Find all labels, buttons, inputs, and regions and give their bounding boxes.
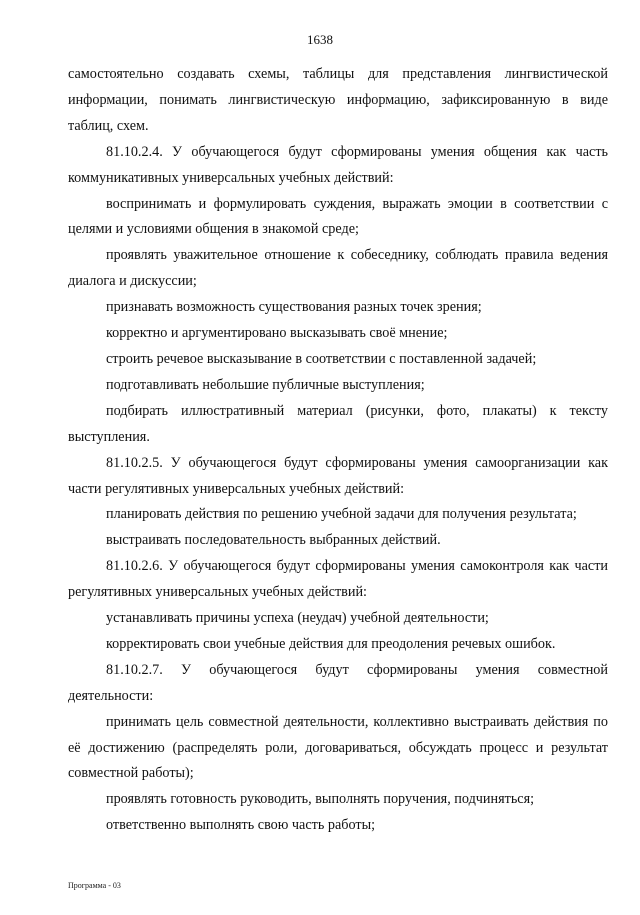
list-item: подготавливать небольшие публичные выступления; <box>106 376 425 393</box>
list-item: проявлять уважительное отношение к собеседнику, соблюдать правила ведения диалога и дискуссии; <box>68 247 608 290</box>
list-item: воспринимать и формулировать суждения, выражать эмоции в соответствии с целями и условиями общения в знакомой среде; <box>68 195 608 238</box>
document-body <box>68 62 608 839</box>
list-item: устанавливать причины успеха (неудач) учебной деятельности; <box>106 610 489 627</box>
list-item: планировать действия по решению учебной задачи для получения результата; <box>106 506 577 523</box>
section-81-10-2-6: 81.10.2.6. У обучающегося будут сформированы умения самоконтроля как части регулятивных универсальных учебных действий: <box>68 558 608 601</box>
list-item: принимать цель совместной деятельности, коллективно выстраивать действия по её достижению (распределять роли, договариваться, обсуждать процесс и результат совместной работы); <box>68 713 608 782</box>
list-item: корректировать свои учебные действия для преодоления речевых ошибок. <box>106 635 556 652</box>
section-81-10-2-5: 81.10.2.5. У обучающегося будут сформированы умения самоорганизации как части регулятивных универсальных учебных действий: <box>68 454 608 497</box>
section-81-10-2-7: 81.10.2.7. У обучающегося будут сформированы умения совместной деятельности: <box>68 661 608 704</box>
paragraph-continuation: самостоятельно создавать схемы, таблицы для представления лингвистической информации, понимать лингвистическую информацию, зафиксированную в виде таблиц, схем. <box>68 66 608 134</box>
list-item: корректно и аргументировано высказывать своё мнение; <box>106 325 448 342</box>
footer-program-label: Программа - 03 <box>68 881 121 890</box>
section-81-10-2-4: 81.10.2.4. У обучающегося будут сформированы умения общения как часть коммуникативных универсальных учебных действий: <box>68 143 608 186</box>
list-item: подбирать иллюстративный материал (рисунки, фото, плакаты) к тексту выступления. <box>68 402 608 445</box>
list-item: выстраивать последовательность выбранных действий. <box>106 532 441 549</box>
list-item: признавать возможность существования разных точек зрения; <box>106 299 482 316</box>
list-item: строить речевое высказывание в соответствии с поставленной задачей; <box>106 350 537 367</box>
list-item: проявлять готовность руководить, выполнять поручения, подчиняться; <box>106 791 535 808</box>
list-item: ответственно выполнять свою часть работы; <box>106 817 376 834</box>
page-number: 1638 <box>307 32 333 47</box>
